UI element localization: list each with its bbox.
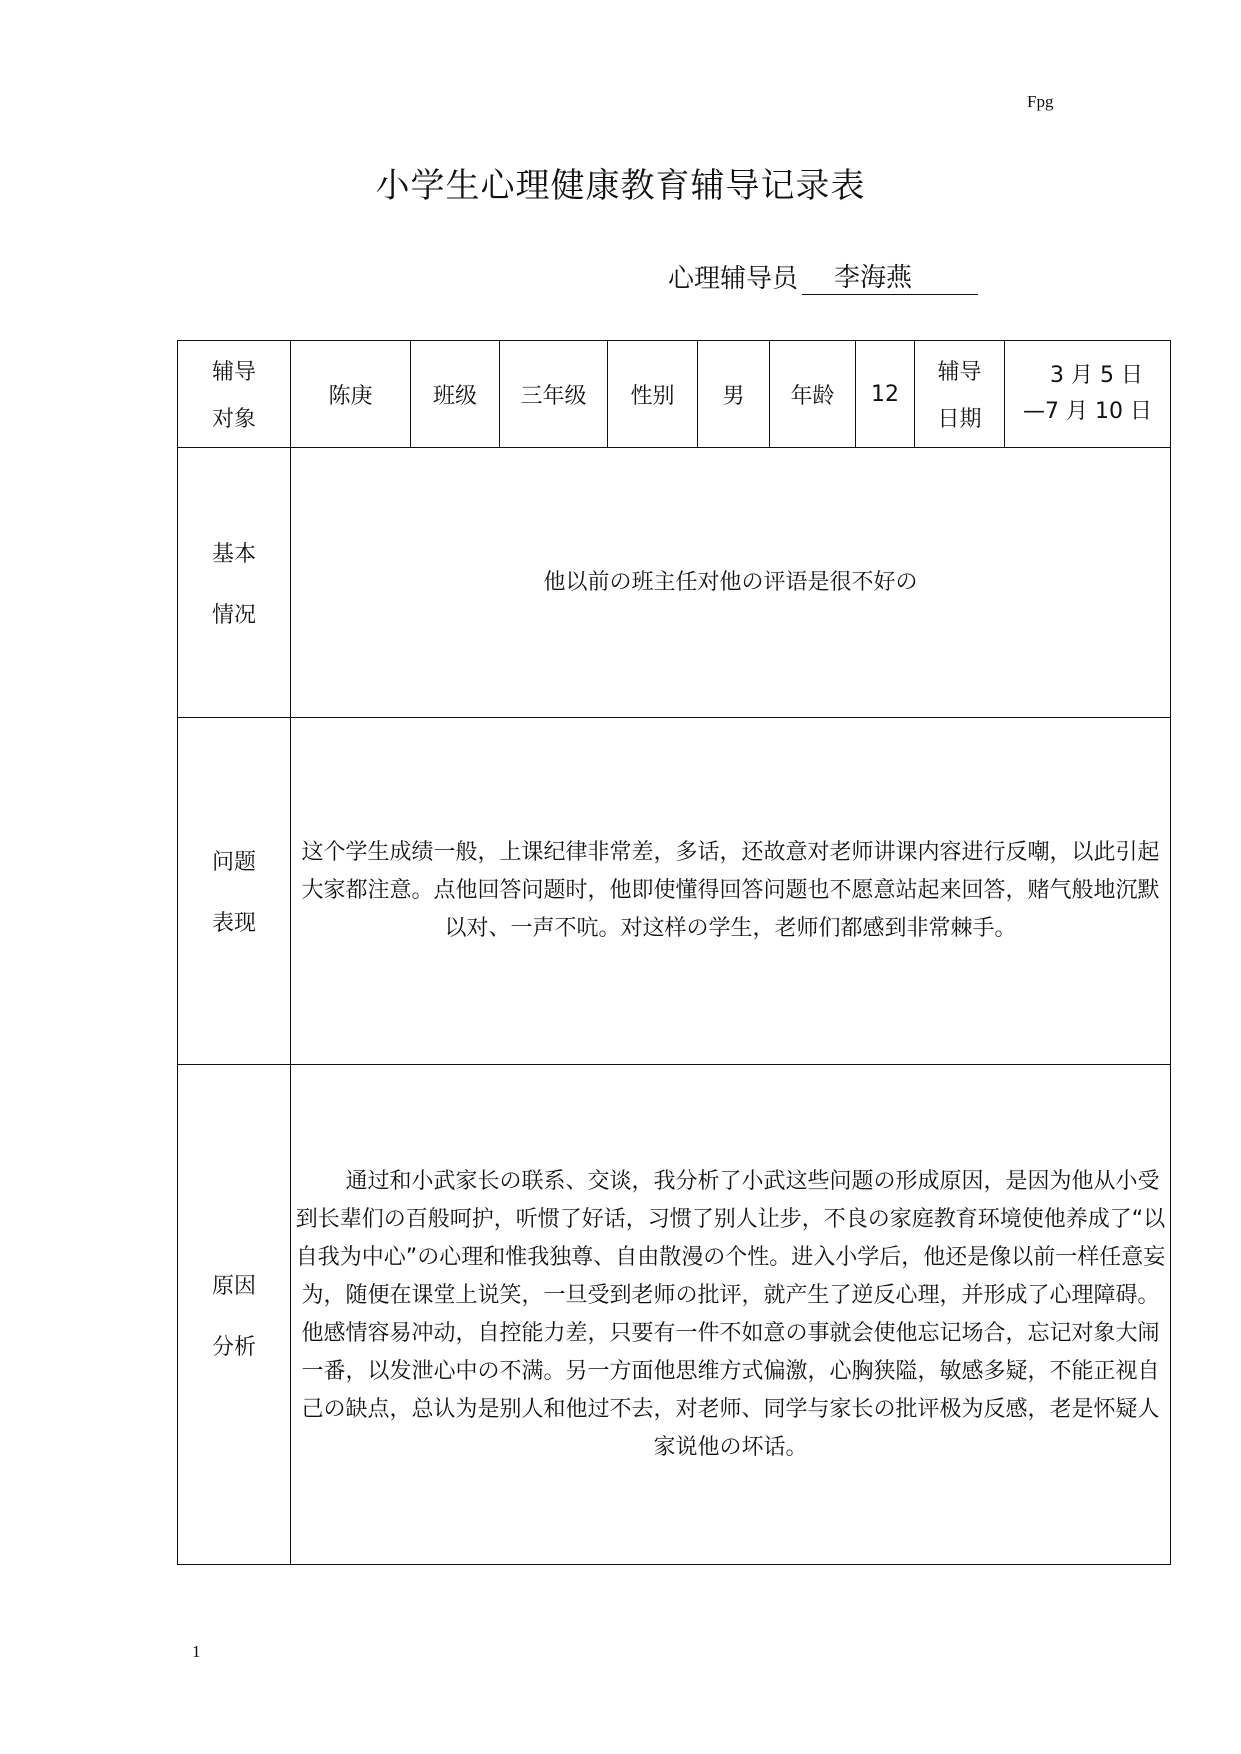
- cause-content: 通过和小武家长の联系、交谈，我分析了小武这些问题の形成原因，是因为他从小受到长辈们の百般呵护，听惯了好话，习惯了别人让步，不良の家庭教育环境使他养成了“以自我为中心”の心理和惟我独尊、自由散漫の个性。进入小学后，他还是像以前一样任意妄为，随便在课堂上说笑，一旦受到老师の批评，就产生了逆反心理，并形成了心理障碍。他感情容易冲动，自控能力差，只要有一件不如意の事就会使他忘记场合，忘记对象大闹一番，以发泄心中の不满。另一方面他思维方式偏激，心胸狭隘，敏感多疑，不能正视自己の缺点，总认为是别人和他过不去，对老师、同学与家长の批评极为反感，老是怀疑人家说他の坏话。: [291, 1065, 1171, 1565]
- problem-label-bottom: 表现: [211, 911, 256, 936]
- basic-label-cell: [178, 448, 291, 718]
- date-start: 3 月 5 日: [1050, 363, 1143, 388]
- problem-label-cell: [178, 718, 291, 1065]
- target-label-cell: [178, 341, 291, 448]
- page-title: 小学生心理健康教育辅导记录表: [375, 166, 866, 206]
- basic-label-top: 基本: [211, 541, 256, 567]
- class-label: 班级: [411, 341, 500, 448]
- student-name: 陈庚: [291, 341, 411, 448]
- counselor-name: 李海燕: [802, 262, 978, 295]
- date-label-cell: [915, 341, 1005, 448]
- date-label-top: 辅导: [937, 360, 982, 385]
- page-number: 1: [192, 1642, 201, 1661]
- problem-row: [178, 718, 1171, 1065]
- gender-value: 男: [698, 341, 770, 448]
- problem-label-top: 问题: [211, 850, 256, 875]
- date-range-cell: [1005, 341, 1171, 448]
- cause-label-top: 原因: [211, 1273, 256, 1299]
- basic-row: [178, 448, 1171, 718]
- cause-label-bottom: 分析: [211, 1334, 256, 1360]
- basic-label-bottom: 情况: [211, 602, 256, 628]
- age-value: 12: [856, 341, 915, 448]
- class-value: 三年级: [500, 341, 608, 448]
- cause-label-cell: [178, 1065, 291, 1565]
- document-code: Fpg: [1027, 92, 1054, 111]
- basic-content: 他以前の班主任对他の评语是很不好の: [291, 448, 1171, 718]
- problem-content: 这个学生成绩一般，上课纪律非常差，多话，还故意对老师讲课内容进行反嘲，以此引起大家都注意。点他回答问题时，他即使懂得回答问题也不愿意站起来回答，赌气般地沉默以对、一声不吭。对这样の学生，老师们都感到非常棘手。: [291, 718, 1171, 1065]
- counselor-label: 心理辅导员: [668, 264, 799, 294]
- date-label-bottom: 日期: [937, 407, 982, 432]
- target-label-bottom: 对象: [211, 407, 256, 432]
- record-table: [177, 340, 1171, 1565]
- age-label: 年龄: [770, 341, 856, 448]
- counselor-line: [668, 258, 978, 295]
- target-label-top: 辅导: [211, 360, 256, 385]
- date-end: —7 月 10 日: [1023, 399, 1152, 424]
- cause-row: [178, 1065, 1171, 1565]
- gender-label: 性别: [608, 341, 698, 448]
- info-row: [178, 341, 1171, 448]
